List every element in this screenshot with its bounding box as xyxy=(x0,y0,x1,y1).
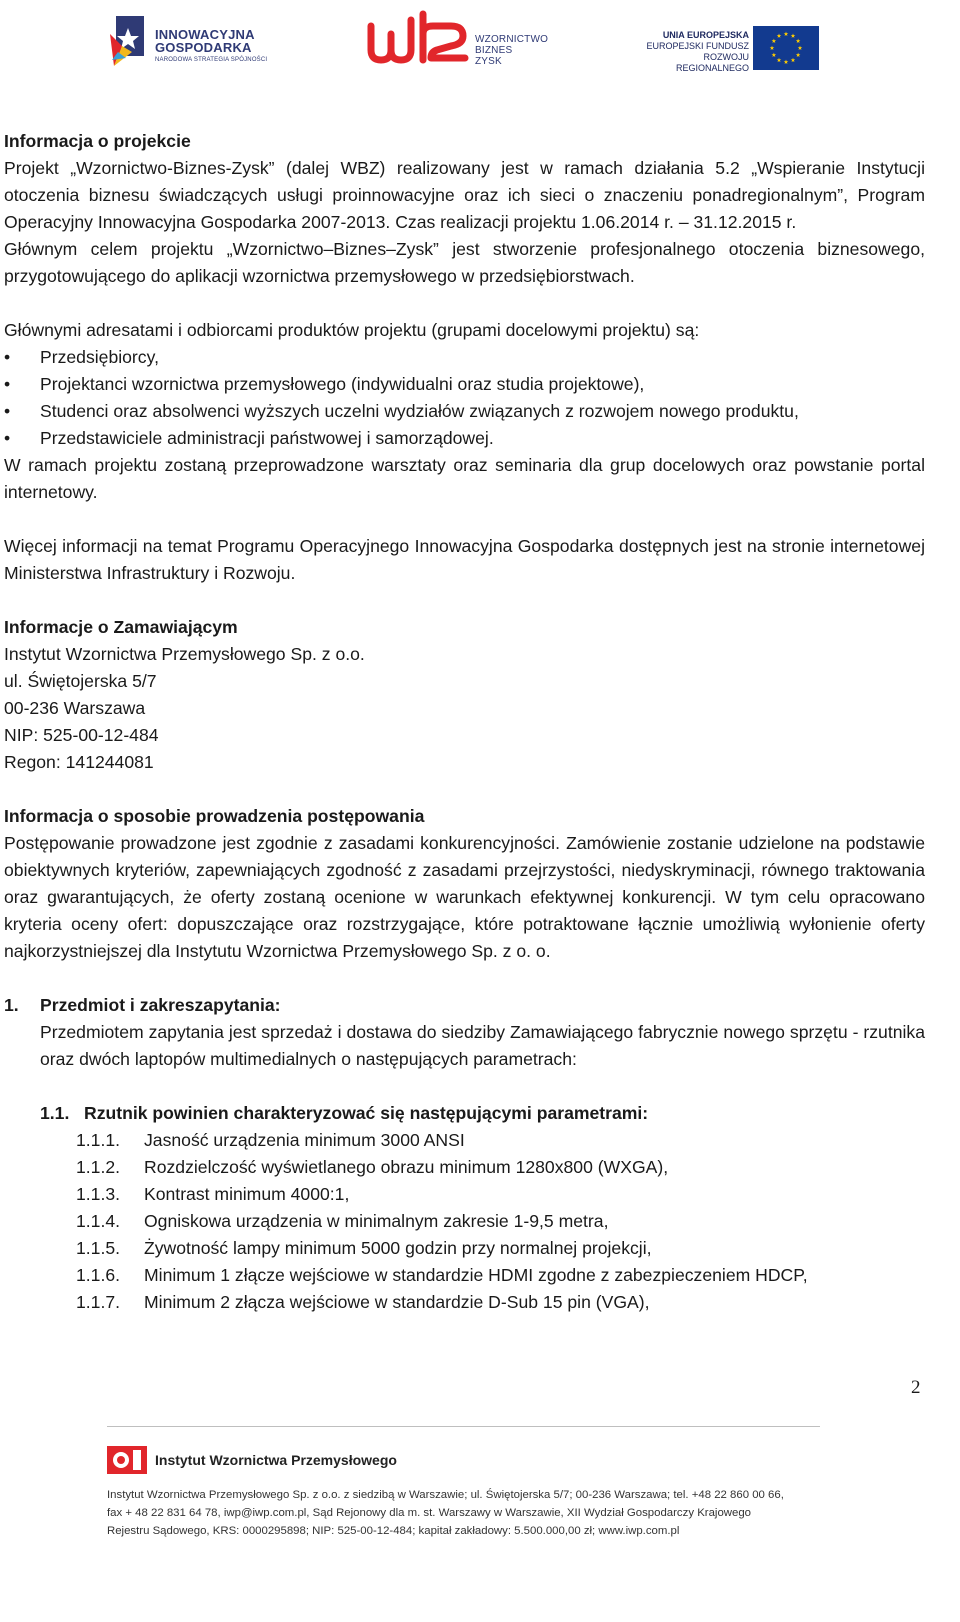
list-item xyxy=(76,1208,925,1235)
ue-logo-line2: EUROPEJSKI FUNDUSZ xyxy=(646,41,749,51)
workshops-paragraph: W ramach projektu zostaną przeprowadzone warsztaty oraz seminaria dla grup docelowych oraz powstanie portal internetowy. xyxy=(4,455,925,502)
spec-number: 1.1.6. xyxy=(76,1265,121,1285)
list-item xyxy=(76,1262,925,1289)
wbz-logo-line2: BIZNES xyxy=(475,45,513,56)
list-item: • Przedstawiciele administracji państwowej i samorządowej. xyxy=(4,425,925,452)
section-1-1-title-text: Rzutnik powinien charakteryzować się następującymi parametrami: xyxy=(84,1103,649,1123)
orderer-name: Instytut Wzornictwa Przemysłowego Sp. z o.o. xyxy=(4,644,365,664)
wbz-mark-icon xyxy=(367,10,471,66)
spec-number: 1.1.2. xyxy=(76,1157,121,1177)
iwp-footer-logo xyxy=(107,1446,397,1474)
projector-spec-list xyxy=(4,1127,925,1316)
section-1-text: Przedmiotem zapytania jest sprzedaż i dostawa do siedziby Zamawiającego fabrycznie nowego sprzętu - rzutnika oraz dwóch laptopów multimedialnych o następujących parametrach: xyxy=(40,1022,925,1069)
spec-text: Żywotność lampy minimum 5000 godzin przy normalnej projekcji, xyxy=(144,1238,652,1258)
ue-logo-line3: ROZWOJU REGIONALNEGO xyxy=(675,52,749,73)
orderer-heading: Informacje o Zamawiającym xyxy=(4,617,238,637)
section-1-title-text: Przedmiot i zakreszapytania: xyxy=(40,995,281,1015)
spec-text: Minimum 1 złącze wejściowe w standardzie HDMI zgodne z zabezpieczeniem HDCP, xyxy=(144,1265,808,1285)
orderer-street: ul. Świętojerska 5/7 xyxy=(4,671,157,691)
ue-logo-text xyxy=(633,30,749,74)
list-item xyxy=(76,1235,925,1262)
page-number: 2 xyxy=(911,1377,921,1398)
list-item xyxy=(76,1289,925,1316)
footer-line: fax + 48 22 831 64 78, iwp@iwp.com.pl, Sąd Rejonowy dla m. st. Warszawy w Warszawie, XII Wydział Gospodarczy Krajowego xyxy=(107,1507,752,1519)
target-groups-list xyxy=(4,344,925,452)
eu-flag-icon xyxy=(753,26,819,70)
spec-text: Jasność urządzenia minimum 3000 ANSI xyxy=(144,1130,465,1150)
target-groups-intro: Głównymi adresatami i odbiorcami produktów projektu (grupami docelowymi projektu) są: xyxy=(4,320,700,340)
project-heading: Informacja o projekcie xyxy=(4,131,191,151)
orderer-city: 00-236 Warszawa xyxy=(4,698,146,718)
footer-line: Instytut Wzornictwa Przemysłowego Sp. z o.o. z siedzibą w Warszawie; ul. Świętojerska 5/7; 00-236 Warszawa; tel. +48 22 860 00 66, xyxy=(107,1489,784,1501)
section-1-1-title xyxy=(4,1100,925,1127)
iwp-logo-icon xyxy=(107,1446,147,1474)
orderer-regon: Regon: 141244081 xyxy=(4,752,154,772)
list-item: • Projektanci wzornictwa przemysłowego (indywidualni oraz studia projektowe), xyxy=(4,371,925,398)
unia-europejska-logo xyxy=(633,24,821,73)
spec-number: 1.1.7. xyxy=(76,1292,121,1312)
footer-line: Rejestru Sądowego, KRS: 0000295898; NIP: 525-00-12-484; kapitał zakładowy: 5.500.000,00 zł; www.iwp.com.pl xyxy=(107,1525,680,1537)
iwp-logo-text: Instytut Wzornictwa Przemysłowego xyxy=(155,1452,397,1468)
procedure-heading: Informacja o sposobie prowadzenia postępowania xyxy=(4,806,425,826)
list-item: • Studenci oraz absolwenci wyższych uczelni wydziałów związanych z rozwojem nowego produktu, xyxy=(4,398,925,425)
wbz-logo-line3: ZYSK xyxy=(475,56,502,67)
document-body xyxy=(4,128,925,1316)
spec-number: 1.1.4. xyxy=(76,1211,121,1231)
wbz-logo-text xyxy=(475,34,548,67)
spec-number: 1.1.1. xyxy=(76,1130,121,1150)
ig-star-icon xyxy=(108,14,148,70)
footer-address xyxy=(107,1486,827,1540)
ig-logo-text xyxy=(155,28,267,63)
orderer-nip: NIP: 525-00-12-484 xyxy=(4,725,159,745)
ig-logo-line1: INNOWACYJNA xyxy=(155,27,255,42)
more-info-paragraph: Więcej informacji na temat Programu Operacyjnego Innowacyjna Gospodarka dostępnych jest na stronie internetowej Ministerstwa Infrastruktury i Rozwoju. xyxy=(4,536,925,583)
innowacyjna-gospodarka-logo xyxy=(108,14,283,70)
spec-number: 1.1.5. xyxy=(76,1238,121,1258)
wbz-logo-line1: WZORNICTWO xyxy=(475,34,549,45)
ue-logo-line1: UNIA EUROPEJSKA xyxy=(662,30,749,40)
wzornictwo-biznes-zysk-logo xyxy=(367,10,557,68)
spec-text: Minimum 2 złącza wejściowe w standardzie D-Sub 15 pin (VGA), xyxy=(144,1292,650,1312)
section-1-title xyxy=(4,992,925,1019)
spec-text: Rozdzielczość wyświetlanego obrazu minimum 1280x800 (WXGA), xyxy=(144,1157,669,1177)
list-item xyxy=(76,1181,925,1208)
footer-divider xyxy=(107,1426,820,1427)
ig-logo-line2: GOSPODARKA xyxy=(155,40,252,55)
section-1-1-number: 1.1. xyxy=(40,1103,70,1123)
project-description: Projekt „Wzornictwo-Biznes-Zysk” (dalej WBZ) realizowany jest w ramach działania 5.2 „Wspieranie Instytucji otoczenia biznesu świadczących usługi proinnowacyjne oraz ich sieci o znaczeniu ponadregionalnym”, Program Operacyjny Innowacyjna Gospodarka 2007-2013. Czas realizacji projektu 1.06.2014 r. – 31.12.2015 r. xyxy=(4,158,925,232)
project-goal: Głównym celem projektu „Wzornictwo–Biznes–Zysk” jest stworzenie profesjonalnego otoczenia biznesowego, przygotowującego do aplikacji wzornictwa przemysłowego w przedsiębiorstwach. xyxy=(4,239,925,286)
ig-logo-line3: NARODOWA STRATEGIA SPÓJNOŚCI xyxy=(155,57,268,63)
procedure-text: Postępowanie prowadzone jest zgodnie z zasadami konkurencyjności. Zamówienie zostanie udzielone na podstawie obiektywnych kryteriów, zapewniających zgodność z zasadami przejrzystości, niedyskryminacji, równego traktowania oraz gwarantujących, że oferty zostaną ocenione w warunkach efektywnej konkurencji. W tym celu opracowano kryteria oceny ofert: dopuszczające oraz rozstrzygające, które potraktowane łącznie umożliwią wyłonienie oferty najkorzystniejszej dla Instytutu Wzornictwa Przemysłowego Sp. z o. o. xyxy=(4,833,925,961)
list-item xyxy=(76,1154,925,1181)
spec-text: Ogniskowa urządzenia w minimalnym zakresie 1-9,5 metra, xyxy=(144,1211,609,1231)
spec-text: Kontrast minimum 4000:1, xyxy=(144,1184,350,1204)
spec-number: 1.1.3. xyxy=(76,1184,121,1204)
list-item xyxy=(76,1127,925,1154)
section-1-number: 1. xyxy=(4,995,19,1015)
header-logos xyxy=(0,0,960,80)
list-item: • Przedsiębiorcy, xyxy=(4,344,925,371)
